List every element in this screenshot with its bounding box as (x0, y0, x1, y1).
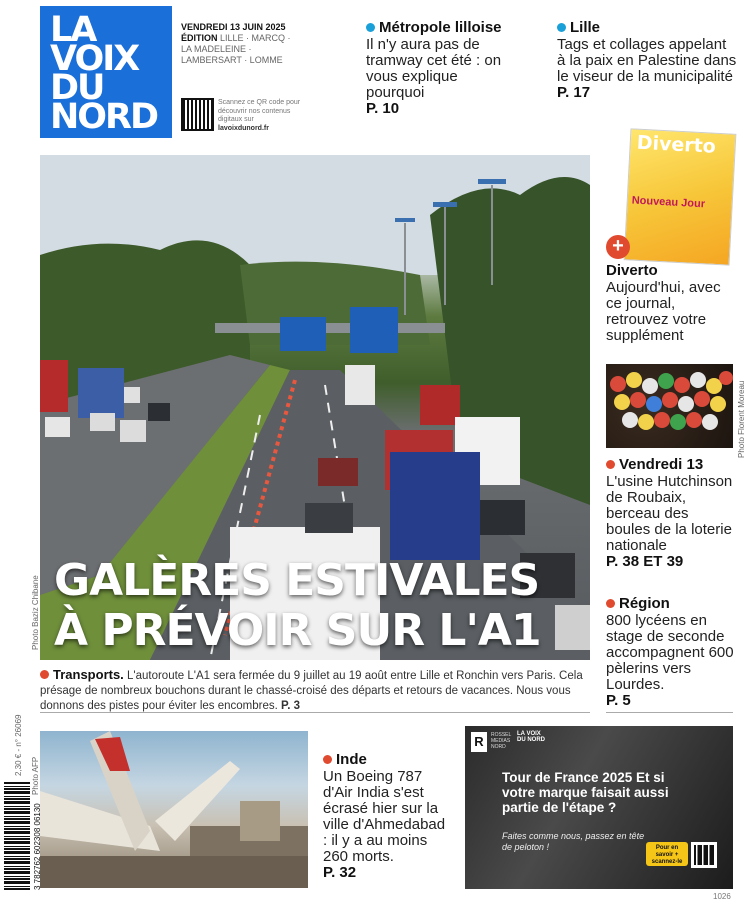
main-headline[interactable] (54, 556, 541, 656)
plus-icon: + (606, 235, 630, 259)
newspaper-logo[interactable] (40, 6, 172, 138)
edition-towns: LILLE · MARCQ · LA MADELEINE · LAMBERSART · LOMME (181, 33, 291, 65)
edition-label: ÉDITION (181, 33, 218, 43)
teaser-head: Vendredi 13 (606, 457, 736, 473)
bullet-icon (557, 23, 566, 32)
price-issue: 2,30 € - n° 26069 (14, 714, 23, 776)
ad-cta-button[interactable]: Pour en savoir + scannez-le (646, 842, 688, 866)
teaser-head: Région (606, 596, 736, 612)
logo-line: NORD (50, 97, 158, 137)
logo-line: VOIX (50, 39, 139, 79)
lottery-balls-illustration (606, 364, 733, 448)
teaser-text: 800 lycéens en stage de seconde accompagnent 600 pèlerins vers Lourdes. (606, 612, 734, 693)
bullet-icon (40, 670, 49, 679)
bullet-icon (366, 23, 375, 32)
teaser-text: L'usine Hutchinson de Roubaix, berceau des boules de la loterie nationale (606, 473, 733, 554)
photo-credit: Photo Florent Moreau (737, 380, 746, 458)
cover-subtitle: Nouveau Jour (631, 194, 706, 211)
headline-line-1: GALÈRES ESTIVALES (54, 555, 540, 606)
teaser-metropole[interactable] (366, 20, 516, 117)
page-ref: P. 5 (606, 692, 631, 709)
issue-date: VENDREDI 13 JUIN 2025 (181, 22, 286, 32)
barcode-icon (4, 782, 30, 890)
page-ref: P. 32 (323, 864, 357, 881)
teaser-head: Inde (323, 752, 453, 768)
lottery-balls-photo[interactable] (606, 364, 733, 448)
rossel-logo-icon: R (471, 732, 487, 752)
edition-info (181, 22, 296, 66)
caption-head: Transports. (53, 667, 124, 682)
ad-lvdn: LA VOIX DU NORD (517, 731, 545, 743)
qr-code-icon[interactable] (181, 98, 214, 131)
photo-credit: Photo Baziz Chibane (31, 575, 40, 650)
main-caption[interactable] (40, 667, 590, 714)
ad-brand: ROSSEL MEDIAS NORD (491, 732, 512, 750)
qr-text: Scannez ce QR code pour découvrir nos contenus digitaux sur (218, 99, 301, 123)
page-ref: P. 38 ET 39 (606, 553, 684, 570)
photo-credit: Photo AFP (31, 756, 40, 795)
page-ref: P. 3 (281, 700, 300, 712)
section-divider (606, 712, 733, 713)
logo-line: LA (50, 10, 96, 50)
ad-subtitle: Faites comme nous, passez en tête de peloton ! (502, 831, 645, 852)
barcode-digits: 3 782762 602308 06130 (33, 803, 42, 890)
teaser-text: Tags et collages appelant à la paix en Palestine dans le viseur de la municipalité (557, 36, 737, 85)
teaser-text: Un Boeing 787 d'Air India s'est écrasé hier sur la ville d'Ahmedabad : il y a au moins 260 morts. (323, 768, 446, 865)
teaser-lille[interactable] (557, 20, 737, 101)
page-ref: P. 17 (557, 84, 591, 101)
footer-number: 1026 (713, 892, 731, 901)
bullet-icon (606, 460, 615, 469)
plane-crash-photo[interactable] (40, 731, 308, 888)
ad-qr-code-icon[interactable] (691, 842, 717, 868)
teaser-text: Aujourd'hui, avec ce journal, retrouvez votre supplément (606, 279, 721, 344)
diverto-supplement-cover[interactable] (624, 128, 737, 265)
page-ref: P. 10 (366, 100, 400, 117)
bullet-icon (323, 755, 332, 764)
caption-text: L'autoroute L'A1 sera fermée du 9 juillet au 19 août entre Lille et Ronchin vers Paris. Cela présage de nombreux bouchons durant le chassé-croisé des départs et retours de vacances. Nous vous donnons des pistes pour éviter les encombres. (40, 670, 583, 712)
teaser-diverto[interactable] (606, 263, 736, 344)
section-divider (40, 712, 590, 713)
teaser-region[interactable] (606, 596, 736, 709)
teaser-text: Il n'y aura pas de tramway cet été : on vous explique pourquoi (366, 36, 502, 101)
teaser-head: Lille (557, 20, 737, 36)
qr-site[interactable]: lavoixdunord.fr (218, 124, 269, 132)
plane-wreck-illustration (40, 731, 308, 888)
cover-title: Diverto (636, 131, 717, 158)
logo-line: DU (50, 68, 104, 108)
teaser-inde[interactable] (323, 752, 453, 881)
qr-caption (218, 99, 306, 133)
teaser-head: Diverto (606, 262, 658, 279)
headline-line-2: À PRÉVOIR SUR L'A1 (54, 605, 541, 656)
teaser-vendredi13[interactable] (606, 457, 736, 570)
teaser-head: Métropole lilloise (366, 20, 516, 36)
advertisement-tour-de-france[interactable] (465, 726, 733, 889)
ad-title: Tour de France 2025 Et si votre marque faisait aussi partie de l'étape ? (502, 770, 669, 815)
bullet-icon (606, 599, 615, 608)
